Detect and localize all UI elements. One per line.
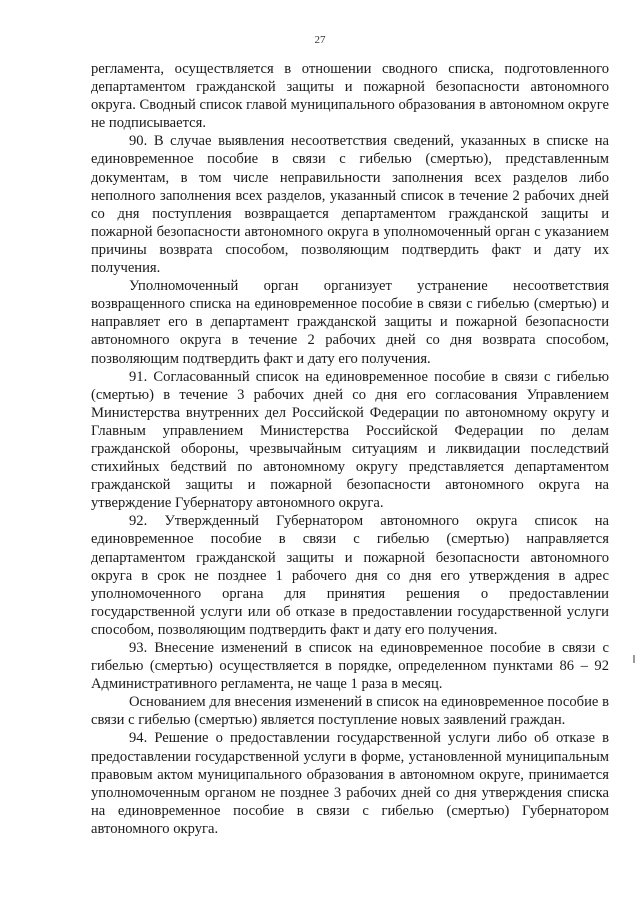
paragraph-90: 90. В случае выявления несоответствия сведений, указанных в списке на единовременное пособие в связи с гибелью (смертью), представленным документам, в том числе неправильности заполнения всех разделов либо неполного заполнения всех разделов, указанный список в течение 2 рабочих дней со дня поступления возвращается департаментом гражданской защиты и пожарной безопасности автономного округа в уполномоченный орган с указанием причины возврата способом, позволяющим подтвердить факт и дату их получения. [91,133,609,277]
paragraph-92: 92. Утвержденный Губернатором автономного округа список на единовременное пособие в связи с гибелью (смертью) направляется департаментом гражданской защиты и пожарной безопасности автономного округа в срок не позднее 1 рабочего дня со дня его утверждения в адрес уполномоченного органа для принятия решения о предоставлении государственной услуги или об отказе в предоставлении государственной услуги способом, позволяющим подтвердить факт и дату его получения. [91,513,609,638]
paragraph-91: 91. Согласованный список на единовременное пособие в связи с гибелью (смертью) в течение 3 рабочих дней со дня его согласования Управлением Министерства внутренних дел Российской Федерации по автономному округу и Главным управлением Министерства Российской Федерации по делам гражданской обороны, чрезвычайным ситуациям и ликвидации последствий стихийных бедствий по автономному округу представляется департаментом гражданской защиты и пожарной безопасности автономного округа на утверждение Губернатору автономного округа. [91,368,609,512]
paragraph-94: 94. Решение о предоставлении государственной услуги либо об отказе в предоставлении государственной услуги в форме, установленной муниципальным правовым актом муниципального образования в автономном округе, принимается уполномоченным органом не позднее 3 рабочих дней со дня утверждения списка на единовременное пособие в связи с гибелью (смертью) Губернатором автономного округа. [91,730,609,837]
paragraph-continuation: регламента, осуществляется в отношении сводного списка, подготовленного департаментом гражданской защиты и пожарной безопасности автономного округа. Сводный список главой муниципального образования в автономном округе не подписывается. [91,61,609,132]
scan-margin-mark [633,655,635,663]
paragraph-93-continued: Основанием для внесения изменений в список на единовременное пособие в связи с гибелью (смертью) является поступление новых заявлений граждан. [91,694,609,729]
paragraph-90-continued: Уполномоченный орган организует устранение несоответствия возвращенного списка на единовременное пособие в связи с гибелью (смертью) и направляет его в департамент гражданской защиты и пожарной безопасности автономного округа в течение 2 рабочих дней со дня возврата способом, позволяющим подтвердить факт и дату его получения. [91,278,609,367]
paragraph-93: 93. Внесение изменений в список на единовременное пособие в связи с гибелью (смертью) осуществляется в порядке, определенном пунктами 86 – 92 Административного регламента, не чаще 1 раза в месяц. [91,640,609,693]
page-number: 27 [314,34,326,46]
document-body [91,60,609,838]
